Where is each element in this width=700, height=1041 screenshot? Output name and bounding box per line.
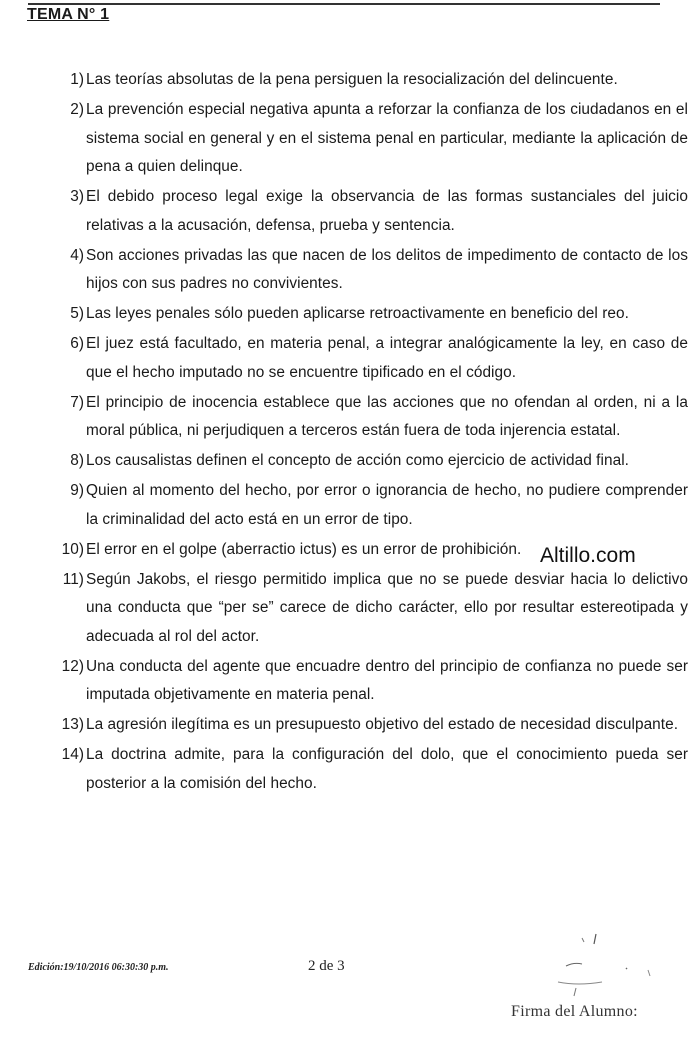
item-number: 7) — [70, 393, 84, 411]
item-number: 13) — [61, 716, 84, 733]
question-list — [46, 66, 688, 798]
list-item — [46, 653, 688, 710]
list-item — [46, 300, 688, 329]
list-item — [46, 66, 688, 95]
page-number: 2 de 3 — [308, 958, 345, 974]
page-title: TEMA N° 1 — [27, 6, 110, 23]
list-item — [46, 447, 688, 476]
edition-timestamp: Edición:19/10/2016 06:30:30 p.m. — [28, 962, 169, 973]
item-text: Según Jakobs, el riesgo permitido implica que no se puede desviar hacia lo delictivo una conducta que “per se” carece de dicho carácter, ello por resultar estereotipada y adecuada al rol del actor. — [86, 570, 688, 645]
item-number: 5) — [70, 305, 84, 322]
list-item — [46, 741, 688, 798]
item-number: 3) — [70, 188, 84, 205]
list-item — [46, 183, 688, 240]
item-number: 6) — [70, 335, 84, 352]
item-number: 1) — [70, 71, 84, 88]
item-text: El error en el golpe (aberractio ictus) es un error de prohibición. — [86, 540, 522, 558]
list-item — [46, 330, 688, 387]
list-item — [46, 242, 688, 299]
item-number: 10) — [61, 540, 84, 558]
item-text: El juez está facultado, en materia penal, a integrar analógicamente la ley, en caso de que el hecho imputado no se encuentre tipificado en el código. — [86, 335, 688, 381]
watermark-text: Altillo.com — [540, 544, 636, 567]
list-item — [46, 96, 688, 182]
signature-label: Firma del Alumno: — [511, 1003, 638, 1020]
item-number: 9) — [70, 482, 84, 499]
item-text: La doctrina admite, para la configuración del dolo, que el conocimiento pueda ser posterior a la comisión del hecho. — [86, 746, 688, 792]
item-text: La agresión ilegítima es un presupuesto objetivo del estado de necesidad disculpante. — [86, 716, 679, 733]
item-text: El principio de inocencia establece que las acciones que no ofendan al orden, ni a la moral pública, ni perjudiquen a terceros están fuera de toda injerencia estatal. — [86, 393, 688, 439]
item-text: Los causalistas definen el concepto de acción como ejercicio de actividad final. — [86, 452, 629, 469]
list-item — [46, 477, 688, 534]
signature-mark — [552, 930, 662, 1000]
list-item — [46, 711, 688, 740]
item-number: 12) — [61, 657, 84, 675]
item-text: La prevención especial negativa apunta a reforzar la confianza de los ciudadanos en el sistema social en general y en el sistema penal en particular, mediante la aplicación de pena a quien delinque. — [86, 101, 688, 175]
item-number: 2) — [70, 101, 84, 118]
list-item — [46, 389, 688, 446]
item-number: 8) — [70, 452, 84, 469]
item-text: Quien al momento del hecho, por error o ignorancia de hecho, no pudiere comprender la criminalidad del acto está en un error de tipo. — [86, 482, 688, 528]
item-text: Las leyes penales sólo pueden aplicarse retroactivamente en beneficio del reo. — [86, 305, 629, 322]
item-number: 4) — [70, 246, 84, 264]
list-item — [46, 566, 688, 652]
item-text: Una conducta del agente que encuadre dentro del principio de confianza no puede ser imputada objetivamente en materia penal. — [86, 657, 688, 703]
item-text: El debido proceso legal exige la observancia de las formas sustanciales del juicio relativas a la acusación, defensa, prueba y sentencia. — [86, 188, 688, 234]
top-rule — [28, 3, 660, 5]
item-number: 11) — [62, 570, 84, 588]
item-number: 14) — [61, 746, 84, 763]
item-text: Las teorías absolutas de la pena persiguen la resocialización del delincuente. — [86, 71, 618, 88]
item-text: Son acciones privadas las que nacen de los delitos de impedimento de contacto de los hijos con sus padres no convivientes. — [86, 246, 688, 292]
